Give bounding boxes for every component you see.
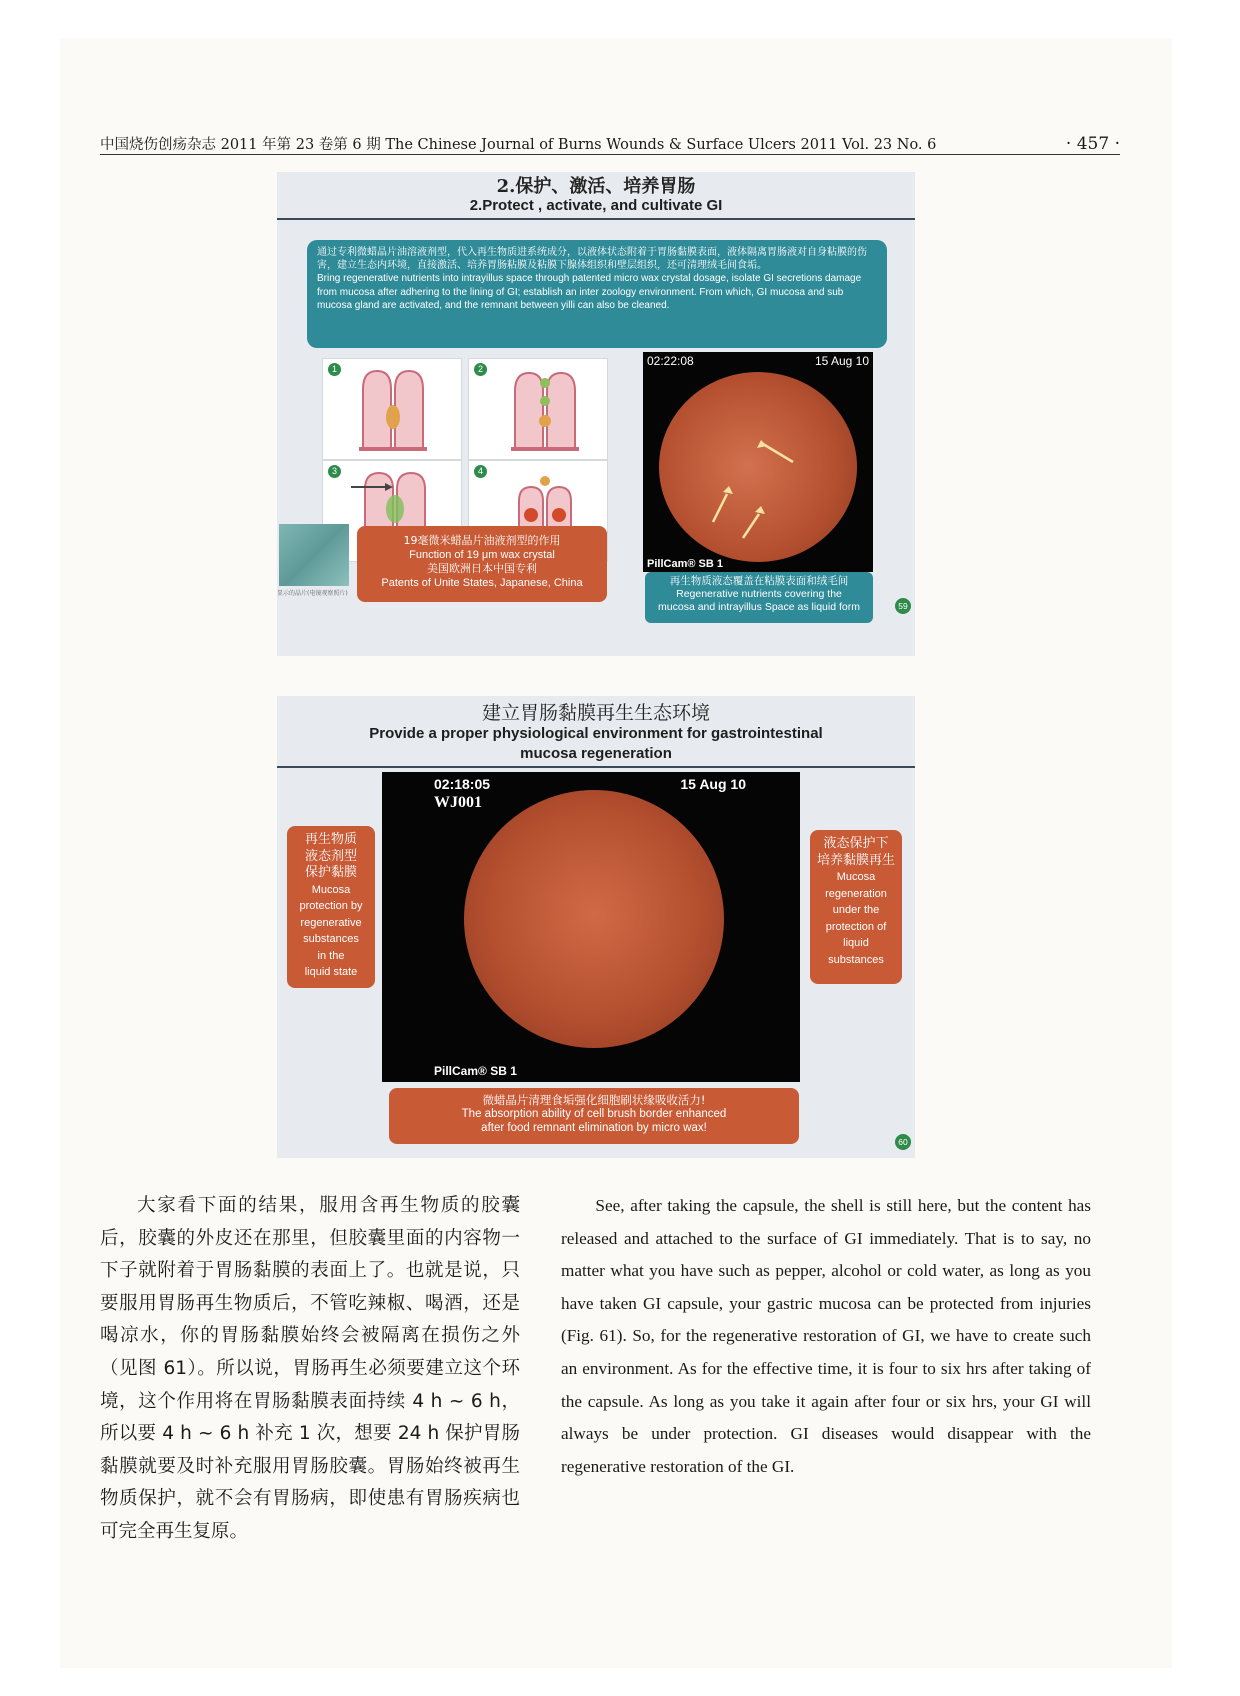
intro-text-en: Bring regenerative nutrients into intrayillus space through patented micro wax crystal dosage, isolate GI secretions damage from mucosa after adhering to the lining of GI; establish an inter zoology environment. From which, GI mucosa and sub mucosa gland are activated, and the remnant between yilli can also be cleaned. <box>317 273 862 311</box>
journal-citation: 中国烧伤创疡杂志 2011 年第 23 卷第 6 期 The Chinese Journal of Burns Wounds & Surface Ulcers 2011 Vol. 23 No. 6 <box>100 137 937 153</box>
endo-caption-zh: 再生物质液态覆盖在粘膜表面和绒毛间 <box>669 575 849 587</box>
endo-date: 15 Aug 10 <box>814 354 869 368</box>
wax-en-1: Function of 19 μm wax crystal <box>409 549 555 561</box>
protection-zh-1: 再生物质 <box>304 832 357 847</box>
regeneration-en-5: liquid <box>843 937 869 949</box>
slide-title-en: 2.Protect , activate, and cultivate GI <box>469 197 723 214</box>
villus-diagram <box>323 359 461 459</box>
panel-number: 1 <box>328 363 341 376</box>
regeneration-en-6: substances <box>828 953 884 966</box>
absorption-en-2: after food remnant elimination by micro wax! <box>481 1122 707 1134</box>
micrograph-thumbnail <box>279 524 349 586</box>
endo-time: 02:18:05 <box>434 776 491 792</box>
slide-59 <box>277 172 915 656</box>
intro-box <box>307 240 887 348</box>
capsule-endoscopy-image <box>382 772 800 1082</box>
endo-date: 15 Aug 10 <box>680 776 746 792</box>
wax-crystal-box <box>357 526 607 602</box>
slide-title-en-1: Provide a proper physiological environment for gastrointestinal <box>369 725 823 742</box>
slide-60 <box>277 696 915 1158</box>
wax-zh-2: 美国欧洲日本中国专利 <box>427 562 537 575</box>
title-divider <box>277 218 915 220</box>
protection-en-3: regenerative <box>300 916 362 929</box>
panel-number: 3 <box>328 465 341 478</box>
regeneration-en-4: protection of <box>825 920 887 933</box>
villus-panel-2 <box>468 358 608 460</box>
protection-box <box>287 826 375 988</box>
capsule-endoscopy-image <box>643 352 873 572</box>
protection-en-5: in the <box>317 949 345 962</box>
protection-en-1: Mucosa <box>311 883 351 896</box>
slide-number-badge: 60 <box>895 1134 911 1150</box>
regeneration-en-2: regeneration <box>825 887 887 900</box>
panel-number: 4 <box>474 465 487 478</box>
endo-caption-box <box>645 572 873 623</box>
title-divider <box>277 766 915 768</box>
slide-title-en-2: mucosa regeneration <box>520 745 672 762</box>
regeneration-zh-1: 液态保护下 <box>823 836 889 851</box>
wax-zh-1: 19毫微米蜡晶片油液剂型的作用 <box>403 534 561 547</box>
annotation-arrows <box>643 352 873 572</box>
intro-text-zh: 通过专利微蜡晶片油溶液剂型，代入再生物质进系统成分，以液体状态附着于胃肠黏膜表面，液体隔离胃肠液对自身粘膜的伤害，建立生态内环境，直接激活、培养胃肠粘膜及粘膜下腺体组织和壁层组织，还可清理绒毛间食垢。 <box>317 247 867 272</box>
absorption-en-1: The absorption ability of cell brush border enhanced <box>461 1108 727 1120</box>
slide-title-zh: 2.保护、激活、培养胃肠 <box>496 176 696 197</box>
protection-en-2: protection by <box>299 900 363 912</box>
running-header <box>100 128 1120 155</box>
endo-caption-en-1: Regenerative nutrients covering the <box>676 588 842 600</box>
villus-diagram <box>469 359 607 459</box>
absorption-box <box>389 1088 799 1144</box>
mucosa-view <box>464 790 724 1048</box>
endo-id: WJ001 <box>434 794 482 811</box>
protection-en-4: substances <box>303 933 359 945</box>
absorption-zh: 微蜡晶片清理食垢强化细胞刷状缘吸收活力! <box>482 1093 706 1107</box>
panel-number: 2 <box>474 363 487 376</box>
endo-time: 02:22:08 <box>647 354 694 368</box>
body-text-chinese: 大家看下面的结果，服用含再生物质的胶囊后，胶囊的外皮还在那里，但胶囊里面的内容物一下子就附着于胃肠黏膜的表面上了。也就是说，只要服用胃肠再生物质后，不管吃辣椒、喝酒，还是喝凉水，你的胃肠黏膜始终会被隔离在损伤之外（见图 61）。所以说，胃肠再生必须要建立这个环境，这个作用将在胃肠黏膜表面持续 4 h ~ 6 h，所以要 4 h ~ 6 h 补充 1 次，想要 24 h 保护胃肠黏膜就要及时补充服用胃肠胶囊。胃肠始终被再生物质保护，就不会有胃肠病，即使患有胃肠疾病也可完全再生复原。 <box>100 1195 520 1542</box>
endo-brand: PillCam® SB 1 <box>434 1064 517 1078</box>
thumbnail-caption: 显示的晶片(电镜观察照片) <box>277 590 348 597</box>
endo-brand: PillCam® SB 1 <box>647 558 723 570</box>
wax-en-2: Patents of Unite States, Japanese, China <box>381 577 583 589</box>
protection-zh-2: 液态剂型 <box>304 848 357 864</box>
regeneration-zh-2: 培养黏膜再生 <box>816 852 895 868</box>
slide-number-badge: 59 <box>895 598 911 614</box>
body-text-english: See, after taking the capsule, the shell is still here, but the content has released and attached to the surface of GI immediately. That is to say, no matter what you have such as pepper, alcohol or cold water, as long as you have taken GI capsule, your gastric mucosa can be protected from injuries (Fig. 61). So, for the regenerative restoration of GI, we have to create such an environment. As for the effective time, it is four to six hrs after taking of the capsule. As long as you take it again after four or six hrs, your GI will always be under protection. GI diseases would disappear with the regenerative restoration of the GI. <box>561 1196 1091 1476</box>
regeneration-en-3: under the <box>832 904 880 916</box>
slide-title-zh: 建立胃肠黏膜再生生态环境 <box>481 702 710 724</box>
page-number: · 457 · <box>1065 134 1120 154</box>
regeneration-en-1: Mucosa <box>836 871 876 883</box>
villus-panel-1 <box>322 358 462 460</box>
protection-en-6: liquid state <box>304 966 358 978</box>
regeneration-box <box>810 830 902 984</box>
endo-caption-en-2: mucosa and intrayillus Space as liquid form <box>658 601 860 613</box>
protection-zh-3: 保护黏膜 <box>304 865 357 880</box>
